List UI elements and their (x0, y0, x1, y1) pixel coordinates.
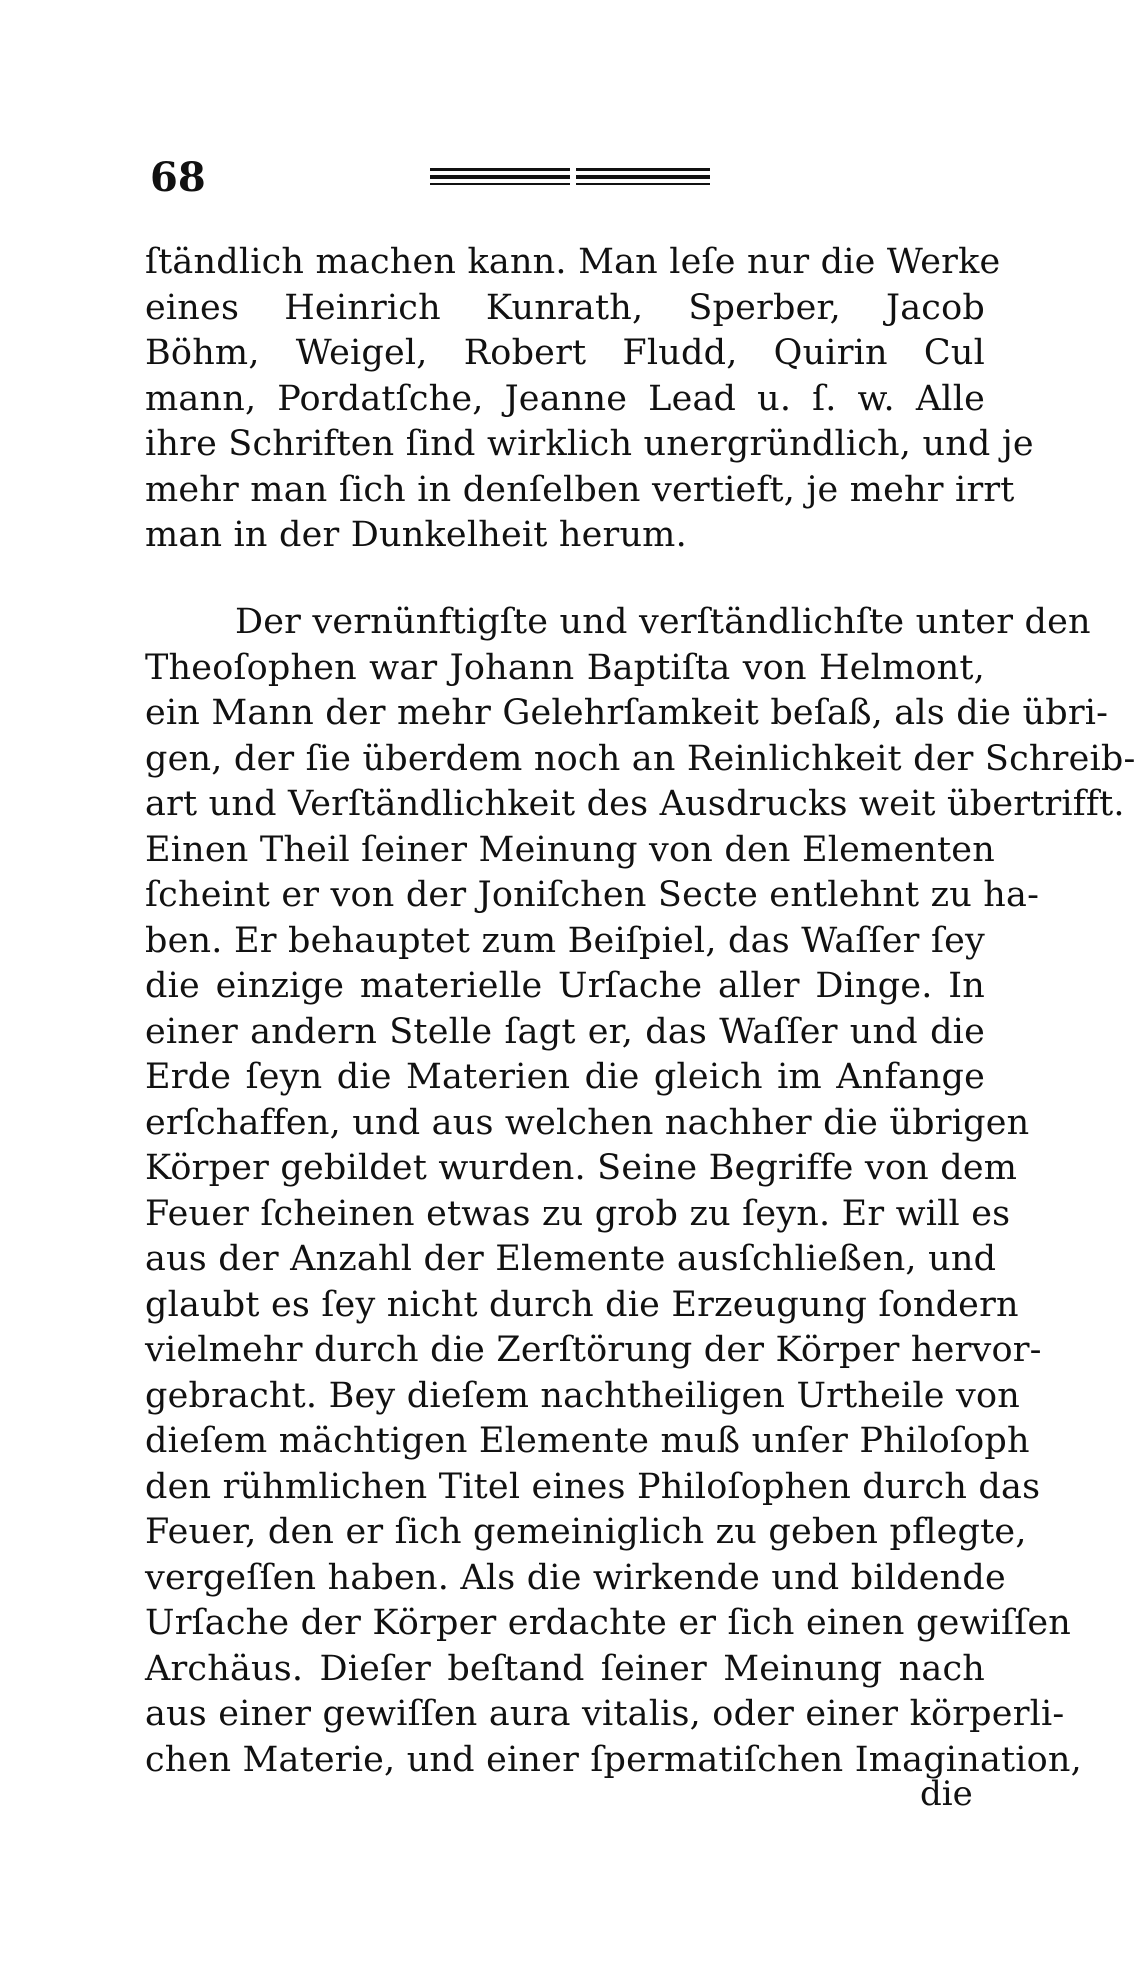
page-number: 68 (150, 154, 206, 201)
text-line: Böhm, Weigel, Robert Fludd, Quirin Cul (145, 333, 985, 373)
text-line: chen Materie, und einer ſpermatiſchen Imagination, (145, 1739, 1083, 1780)
text-line: mehr man ſich in denſelben vertieft, je mehr irrt (145, 469, 1015, 510)
text-line: gen, der ſie überdem noch an Reinlichkeit der Schreib- (145, 738, 1136, 779)
text-line: Einen Theil ſeiner Meinung von den Elementen (145, 829, 995, 870)
paragraph-1 (145, 240, 1034, 559)
text-line: erſchaffen, und aus welchen nachher die übrigen (145, 1102, 1030, 1143)
text-line: Theoſophen war Johann Baptiſta von Helmont, (145, 647, 985, 688)
text-line: glaubt es ſey nicht durch die Erzeugung ſondern (145, 1284, 1019, 1325)
text-line: ein Mann der mehr Gelehrſamkeit beſaß, als die übri- (145, 693, 1109, 733)
text-line: vergeſſen haben. Als die wirkende und bildende (145, 1557, 1006, 1598)
text-line: aus der Anzahl der Elemente ausſchließen, und (145, 1239, 997, 1279)
text-line: ben. Er behauptet zum Beiſpiel, das Waſſer ſey (145, 920, 985, 961)
text-line: den rühmlichen Titel eines Philoſophen durch das (145, 1466, 1041, 1507)
text-line: aus einer gewiſſen aura vitalis, oder einer körperli- (145, 1694, 1065, 1734)
text-line: Körper gebildet wurden. Seine Begriffe von dem (145, 1148, 1018, 1188)
text-line: ſtändlich machen kann. Man leſe nur die Werke (145, 242, 1001, 282)
text-line: man in der Dunkelheit herum. (145, 515, 687, 555)
text-line: Feuer ſcheinen etwas zu grob zu ſeyn. Er will es (145, 1193, 1011, 1234)
text-line: Der vernünftigſte und verſtändlichſte unter den (235, 602, 1091, 642)
text-line: gebracht. Bey dieſem nachtheiligen Urtheile von (145, 1375, 1021, 1416)
text-line: eines Heinrich Kunrath, Sperber, Jacob (145, 287, 985, 328)
text-line: Urſache der Körper erdachte er ſich einen gewiſſen (145, 1603, 1071, 1643)
text-line: Feuer, den er ſich gemeiniglich zu geben pflegte, (145, 1512, 1027, 1552)
text-line: ihre Schriften ſind wirklich unergründlich, und je (145, 424, 1034, 464)
text-line: Archäus. Dieſer beſtand ſeiner Meinung nach (145, 1648, 985, 1689)
text-line: einer andern Stelle ſagt er, das Waſſer und die (145, 1011, 985, 1052)
text-line: art und Verſtändlichkeit des Ausdrucks weit übertrifft. (145, 784, 1125, 824)
text-line: vielmehr durch die Zerſtörung der Körper hervor- (145, 1330, 1042, 1370)
text-line: ſcheint er von der Joniſchen Secte entlehnt zu ha- (145, 875, 1040, 915)
paragraph-2 (145, 600, 1136, 1783)
catchword: die (920, 1774, 973, 1814)
text-line: die einzige materielle Urſache aller Dinge. In (145, 966, 985, 1006)
header-rule (430, 168, 710, 186)
text-line: dieſem mächtigen Elemente muß unſer Philoſoph (145, 1421, 1030, 1461)
text-line: Erde ſeyn die Materien die gleich im Anfange (145, 1057, 985, 1097)
text-line: mann, Pordatſche, Jeanne Lead u. ſ. w. Alle (145, 378, 985, 419)
